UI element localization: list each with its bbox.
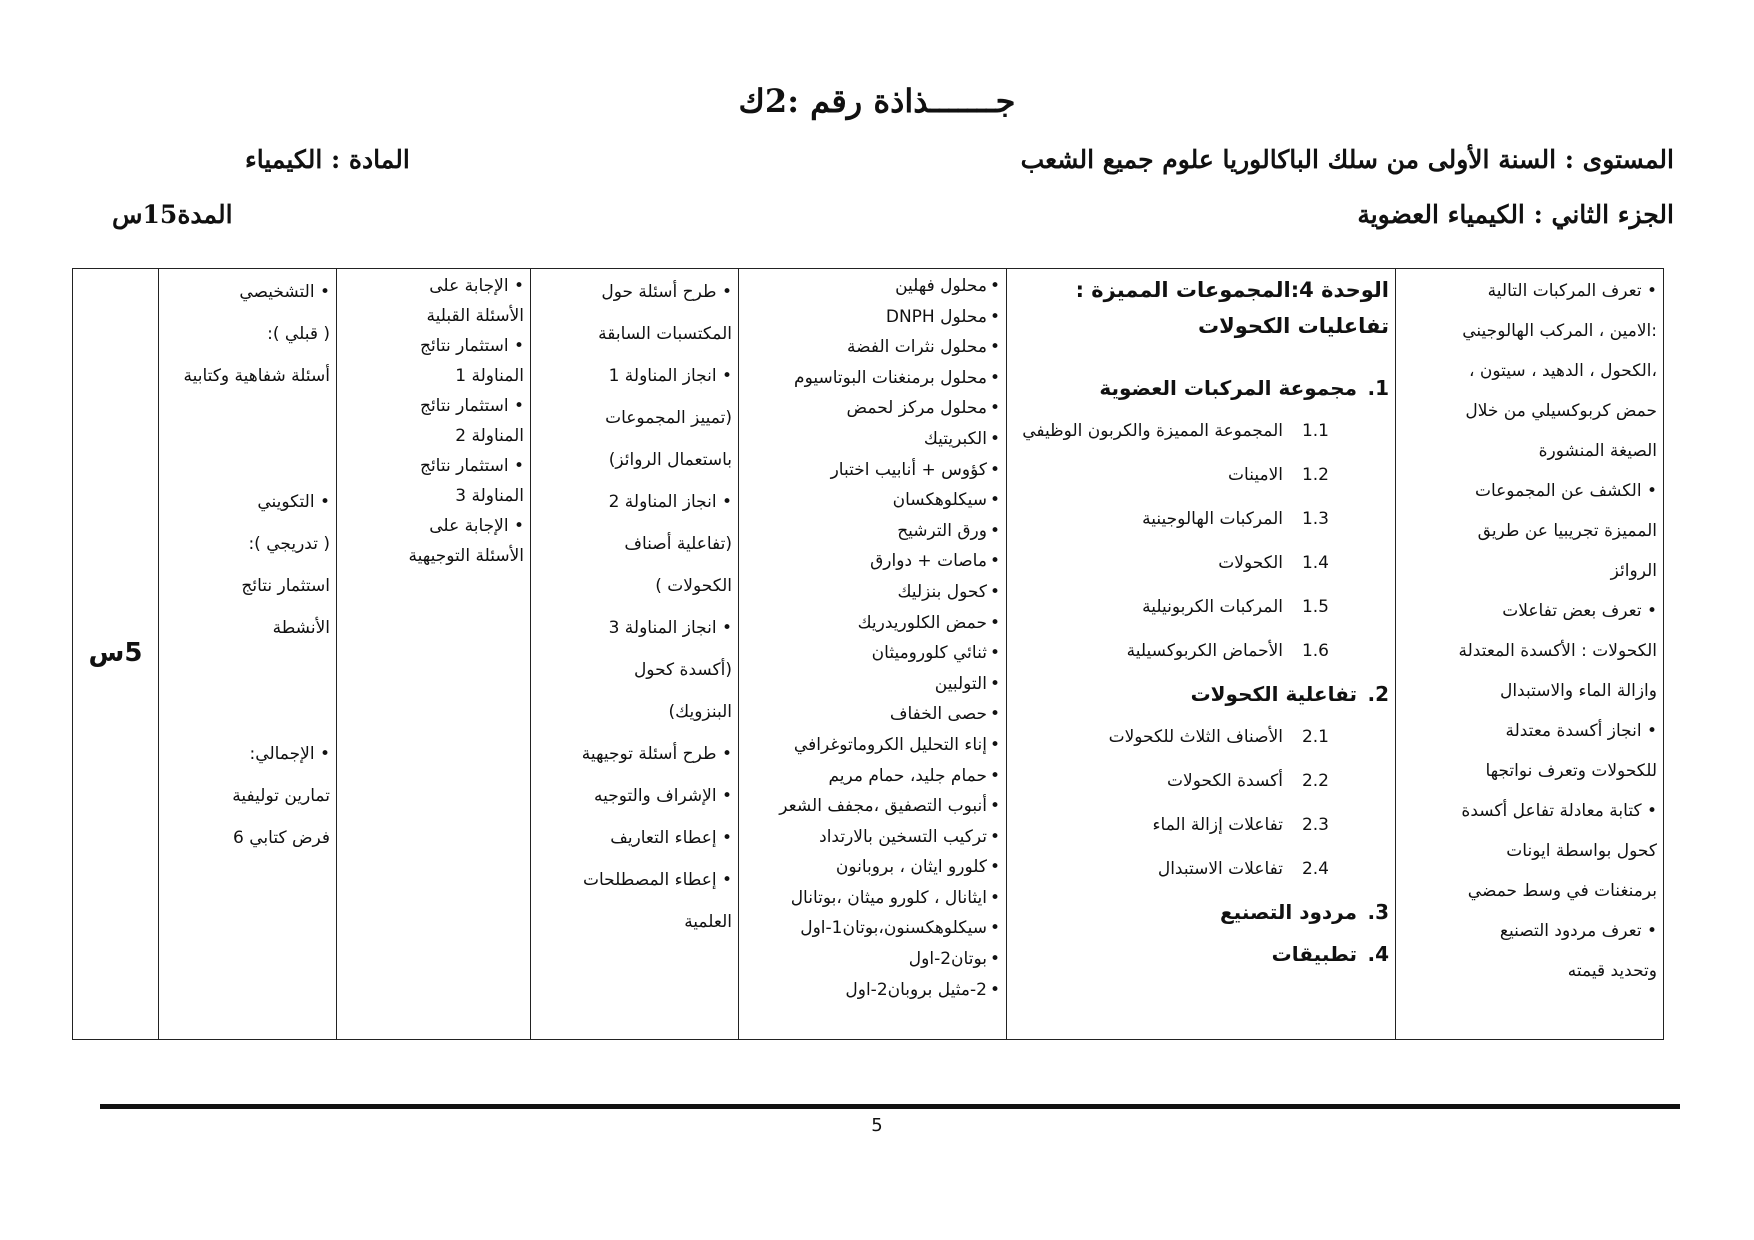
level-line: المستوى : السنة الأولى من سلك الباكالوريا علوم جميع الشعب [1020, 145, 1674, 174]
teacher-activities-cell [531, 269, 739, 1040]
part-line: الجزء الثاني : الكيمياء العضوية [1357, 200, 1674, 229]
goal-item: • انجاز أكسدة معتدلة [1505, 721, 1657, 741]
goal-item: للكحولات وتعرف نواتجها [1485, 761, 1657, 781]
goal-item: الصيغة المنشورة [1538, 441, 1657, 461]
goal-item: • كتابة معادلة تفاعل أكسدة [1461, 801, 1657, 821]
content-cell [1007, 269, 1396, 1040]
material-item: • أنبوب التصفيق ،مجفف الشعر [745, 791, 1000, 822]
teacher-activity-item: باستعمال الروائز) [608, 450, 732, 470]
subsection-item: 2.3تفاعلات إزالة الماء [1152, 815, 1329, 835]
materials-list [745, 271, 1000, 1005]
goal-item: • تعرف المركبات التالية [1487, 281, 1657, 301]
subsection-item: 1.5المركبات الكربونيلية [1142, 597, 1329, 617]
subsection-item: 2.2أكسدة الكحولات [1167, 771, 1329, 791]
section-1-items [1013, 409, 1389, 673]
unit-title-line1: الوحدة 4:المجموعات المميزة : [1075, 278, 1389, 302]
goal-item: وتحديد قيمته [1567, 961, 1657, 981]
learner-activity-item: الأسئلة التوجيهية [408, 546, 524, 566]
teacher-activity-item: العلمية [684, 912, 732, 932]
subsection-item: 1.4الكحولات [1218, 553, 1329, 573]
evaluation-item [165, 691, 330, 733]
material-item: • كحول بنزليك [745, 577, 1000, 608]
learner-activities-cell [337, 269, 531, 1040]
material-item: • كؤوس + أنابيب اختبار [745, 455, 1000, 486]
learner-activity-item: المناولة 3 [455, 486, 524, 506]
material-item: • حمض الكلوريدريك [745, 608, 1000, 639]
goal-item: كحول بواسطة ايونات [1506, 841, 1657, 861]
teacher-activity-item: البنزويك) [668, 702, 732, 722]
teacher-activity-item: الكحولات ) [655, 576, 732, 596]
teacher-activity-item: • إعطاء المصطلحات [582, 870, 732, 890]
teacher-activity-item: (أكسدة كحول [633, 660, 732, 680]
subsection-item: 1.2الامينات [1228, 465, 1329, 485]
section-3-heading: 3.مردود التصنيع [1220, 900, 1389, 924]
learner-activity-item: • استثمار نتائج [419, 456, 524, 476]
material-item: • الكبريتيك [745, 424, 1000, 455]
evaluation-item: فرض كتابي 6 [233, 828, 330, 848]
teacher-activity-item: • إعطاء التعاريف [610, 828, 732, 848]
evaluation-item: ( قبلي ): [267, 324, 330, 344]
goal-item: • تعرف مردود التصنيع [1499, 921, 1657, 941]
goal-item: الكحولات : الأكسدة المعتدلة [1458, 641, 1657, 661]
goal-item: الروائز [1610, 561, 1657, 581]
section-4-heading: 4.تطبيقات [1271, 942, 1389, 966]
section-2-heading: 2.تفاعلية الكحولات [1190, 682, 1389, 706]
goal-item: برمنغنات في وسط حمضي [1467, 881, 1657, 901]
teacher-activity-item: • الإشراف والتوجيه [593, 786, 732, 806]
time-cell: 5س [73, 269, 159, 1040]
page-number: 5 [871, 1115, 883, 1136]
section-2-items [1013, 715, 1389, 891]
material-item: • سيكلوهكسنون،بوتان1-اول [745, 913, 1000, 944]
footer-rule [100, 1104, 1680, 1109]
subject-line: المادة : الكيمياء [245, 145, 410, 174]
learner-activity-item: • الإجابة على [429, 276, 524, 296]
learner-activity-item: الأسئلة القبلية [426, 306, 524, 326]
evaluation-item: ( تدريجي ): [248, 534, 330, 554]
evaluation-item: تمارين توليفية [232, 786, 330, 806]
sheet-title: جـــــــذاذة رقم :2ك [738, 82, 1016, 120]
goal-item: :الامين ، المركب الهالوجيني [1462, 321, 1657, 341]
goal-item: المميزة تجريبيا عن طريق [1477, 521, 1657, 541]
goal-item: وازالة الماء والاستبدال [1499, 681, 1657, 701]
material-item: • بوتان2-اول [745, 944, 1000, 975]
goal-item: • الكشف عن المجموعات [1474, 481, 1657, 501]
teacher-activity-item: (تمييز المجموعات [605, 408, 732, 428]
material-item: • محلول مركز لحمض [745, 393, 1000, 424]
subsection-item: 2.1الأصناف الثلاث للكحولات [1108, 727, 1329, 747]
evaluation-item [165, 649, 330, 691]
goals-cell [1396, 269, 1664, 1040]
material-item: • ايثانال ، كلورو ميثان ،بوتانال [745, 883, 1000, 914]
material-item: • محلول فهلين [745, 271, 1000, 302]
table-row [73, 269, 1664, 1040]
subsection-item: 2.4تفاعلات الاستبدال [1157, 859, 1329, 879]
goal-item: حمض كربوكسيلي من خلال [1465, 401, 1657, 421]
teacher-activity-item: • انجاز المناولة 1 [608, 366, 732, 386]
subsection-item: 1.1المجموعة المميزة والكربون الوظيفي [1022, 421, 1329, 441]
evaluation-cell [159, 269, 337, 1040]
learner-activity-item: • استثمار نتائج [419, 396, 524, 416]
material-item: • إناء التحليل الكروماتوغرافي [745, 730, 1000, 761]
evaluation-list [165, 271, 330, 859]
teacher-activity-item: • انجاز المناولة 3 [608, 618, 732, 638]
material-item: • تركيب التسخين بالارتداد [745, 822, 1000, 853]
subsection-item: 1.3المركبات الهالوجينية [1142, 509, 1329, 529]
material-item: • ورق الترشيح [745, 516, 1000, 547]
evaluation-item: • التشخيصي [239, 282, 330, 302]
material-item: • محلول DNPH [745, 302, 1000, 333]
material-item: • سيكلوهكسان [745, 485, 1000, 516]
learner-activity-item: • الإجابة على [429, 516, 524, 536]
material-item: • ماصات + دوارق [745, 546, 1000, 577]
unit-title-line2: تفاعليات الكحولات [1197, 314, 1389, 338]
evaluation-item [165, 397, 330, 439]
evaluation-item [165, 439, 330, 481]
teacher-activity-item: (تفاعلية أصناف [624, 534, 732, 554]
goal-item: • تعرف بعض تفاعلات [1502, 601, 1657, 621]
material-item: • محلول برمنغنات البوتاسيوم [745, 363, 1000, 394]
evaluation-item: • الإجمالي: [249, 744, 330, 764]
learner-activity-item: • استثمار نتائج [419, 336, 524, 356]
material-item: • 2-مثيل بروبان2-اول [745, 975, 1000, 1006]
teacher-activities-list [537, 271, 732, 943]
duration-line: المدة15س [112, 200, 233, 229]
goal-item: ،الكحول ، الدهيد ، سيتون ، [1469, 361, 1657, 381]
teacher-activity-item: • طرح أسئلة حول [601, 282, 732, 302]
material-item: • حمام جليد، حمام مريم [745, 761, 1000, 792]
teacher-activity-item: المكتسبات السابقة [598, 324, 732, 344]
goals-list [1402, 271, 1657, 991]
material-item: • ثنائي كلوروميثان [745, 638, 1000, 669]
evaluation-item: • التكويني [257, 492, 330, 512]
material-item: • حصى الخفاف [745, 699, 1000, 730]
learner-activities-list [343, 271, 524, 571]
evaluation-item: الأنشطة [272, 618, 330, 638]
learner-activity-item: المناولة 1 [455, 366, 524, 386]
teacher-activity-item: • طرح أسئلة توجيهية [581, 744, 732, 764]
evaluation-item: استثمار نتائج [241, 576, 330, 596]
material-item: • محلول نثرات الفضة [745, 332, 1000, 363]
subsection-item: 1.6الأحماض الكربوكسيلية [1126, 641, 1329, 661]
material-item: • التولبين [745, 669, 1000, 700]
evaluation-item: أسئلة شفاهية وكتابية [183, 366, 330, 386]
learner-activity-item: المناولة 2 [455, 426, 524, 446]
section-1-heading: 1.مجموعة المركبات العضوية [1099, 376, 1389, 400]
material-item: • كلورو ايثان ، بروبانون [745, 852, 1000, 883]
teacher-activity-item: • انجاز المناولة 2 [608, 492, 732, 512]
materials-cell [739, 269, 1007, 1040]
lesson-table [72, 268, 1664, 1040]
